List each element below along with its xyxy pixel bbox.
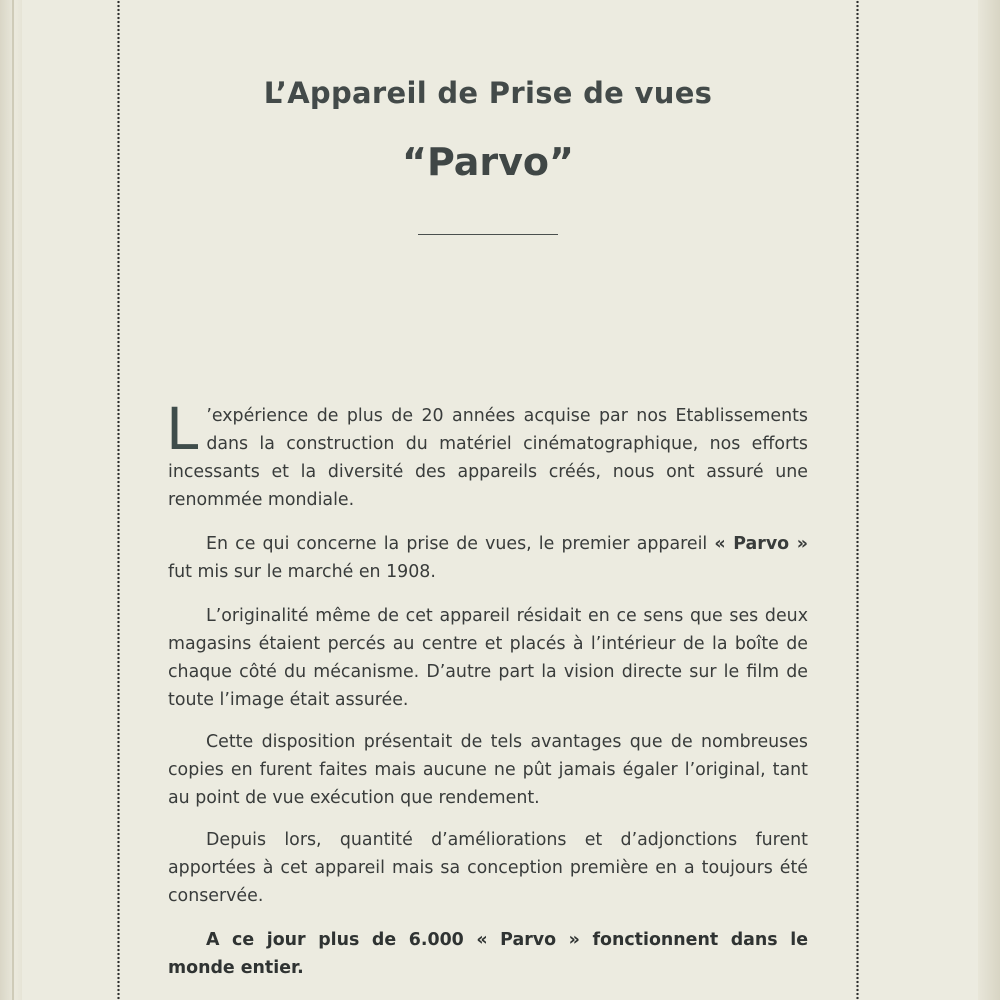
paragraph-improvements: Depuis lors, quantité d’améliorations et d’adjonctions furent apportées à cet appareil mais sa conception première en a toujours été conservée. <box>168 830 808 906</box>
page-title: L’Appareil de Prise de vues <box>263 76 713 110</box>
paragraph-first-camera-text-a: En ce qui concerne la prise de vues, le premier appareil <box>206 534 715 554</box>
dotted-frame-right <box>856 0 859 1000</box>
paragraph-intro-text: ’expérience de plus de 20 années acquise par nos Etablissements dans la construction du matériel cinématographique, nos efforts incessants et la diversité des appareils créés, nous ont assuré une renommée mondiale. <box>168 406 808 510</box>
paragraph-first-camera-text-b: fut mis sur le marché en 1908. <box>168 562 436 582</box>
paragraph-intro <box>166 395 808 514</box>
parvo-name-bold: « Parvo » <box>714 534 809 554</box>
title-divider <box>418 234 558 235</box>
paragraph-advantages: Cette disposition présentait de tels avantages que de nombreuses copies en furent faites mais aucune ne pût jamais égaler l’original, tant au point de vue exécution que rendement. <box>168 732 808 808</box>
page-binding-edge <box>0 0 22 1000</box>
drop-cap: L <box>166 395 199 463</box>
paragraph-originality: L’originalité même de cet appareil résidait en ce sens que ses deux magasins étaient percés au centre et placés à l’intérieur de la boîte de chaque côté du mécanisme. D’autre part la vision directe sur le film de toute l’image était assurée. <box>168 606 808 710</box>
paragraph-conclusion: A ce jour plus de 6.000 « Parvo » fonctionnent dans le monde entier. <box>168 930 808 978</box>
dotted-frame-left <box>117 0 120 1000</box>
page-subtitle: “Parvo” <box>401 140 575 184</box>
paragraph-first-camera <box>168 530 808 586</box>
page-right-edge <box>978 0 1000 1000</box>
